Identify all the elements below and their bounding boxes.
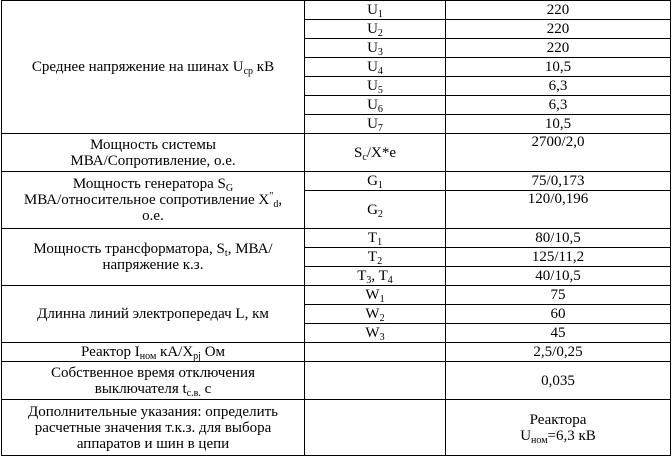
table-row <box>2 400 671 456</box>
generator-label: Мощность генератора $S_G$ МВА/относительное сопротивление $X^"_d$, о.е. <box>2 172 305 229</box>
value-cell: 45 <box>446 324 671 343</box>
symbol-cell: $W_2$ <box>305 305 446 324</box>
value-cell: 6,3 <box>446 96 671 115</box>
symbol-cell: $W_3$ <box>305 324 446 343</box>
value-cell: 120/0,196 <box>446 191 671 229</box>
symbol-cell: $W_1$ <box>305 286 446 305</box>
value-cell: 2700/2,0 <box>446 134 671 172</box>
breaker-label: Собственное время отключения выключателя $t_{с.в.}$ с <box>2 362 305 400</box>
value-cell: 2,5/0,25 <box>446 343 671 362</box>
reactor-label: Реактор $I_{ном}$ $кА/X_{рj}$ Ом <box>2 343 305 362</box>
voltage-label: Среднее напряжение на шинах $U_{ср}$ кВ <box>2 1 305 134</box>
symbol-cell: $U_2$ <box>305 20 446 39</box>
value-cell: 60 <box>446 305 671 324</box>
instructions-label: Дополнительные указания: определить расчетные значения т.к.з. для выбора аппаратов и шин в цепи <box>2 400 305 456</box>
symbol-cell-empty <box>305 343 446 362</box>
symbol-cell: $G_2$ <box>305 191 446 229</box>
value-cell: 220 <box>446 1 671 20</box>
table-row <box>2 1 671 20</box>
value-cell: 6,3 <box>446 77 671 96</box>
instructions-value: Реактора $U_{ном}=6,3$ кВ <box>446 400 671 456</box>
value-cell: 10,5 <box>446 58 671 77</box>
symbol-cell: $U_1$ <box>305 1 446 20</box>
symbol-cell: $T_2$ <box>305 248 446 267</box>
symbol-cell: $U_6$ <box>305 96 446 115</box>
value-cell: 220 <box>446 39 671 58</box>
table-row <box>2 229 671 248</box>
value-cell: 220 <box>446 20 671 39</box>
system-label: Мощность системы МВА/Сопротивление, о.е. <box>2 134 305 172</box>
transformer-label: Мощность трансформатора, $S_t$, МВА/ напряжение к.з. <box>2 229 305 286</box>
lines-label: Длинна линий электропередач L, км <box>2 286 305 343</box>
table-row <box>2 286 671 305</box>
symbol-cell: $U_5$ <box>305 77 446 96</box>
symbol-cell: $G_1$ <box>305 172 446 191</box>
symbol-cell: $U_7$ <box>305 115 446 134</box>
value-cell: 80/10,5 <box>446 229 671 248</box>
value-cell: 125/11,2 <box>446 248 671 267</box>
symbol-cell: $S_с/X*е$ <box>305 134 446 172</box>
value-cell: 75 <box>446 286 671 305</box>
symbol-cell-empty <box>305 362 446 400</box>
symbol-cell: $T_3$, $T_4$ <box>305 267 446 286</box>
value-cell: 0,035 <box>446 362 671 400</box>
symbol-cell: $U_3$ <box>305 39 446 58</box>
table-row <box>2 362 671 400</box>
symbol-cell-empty <box>305 400 446 456</box>
value-cell: 10,5 <box>446 115 671 134</box>
symbol-cell: $T_1$ <box>305 229 446 248</box>
table-row <box>2 343 671 362</box>
parameters-table <box>1 0 671 456</box>
table-row <box>2 172 671 191</box>
value-cell: 40/10,5 <box>446 267 671 286</box>
table-row <box>2 134 671 172</box>
symbol-cell: $U_4$ <box>305 58 446 77</box>
value-cell: 75/0,173 <box>446 172 671 191</box>
